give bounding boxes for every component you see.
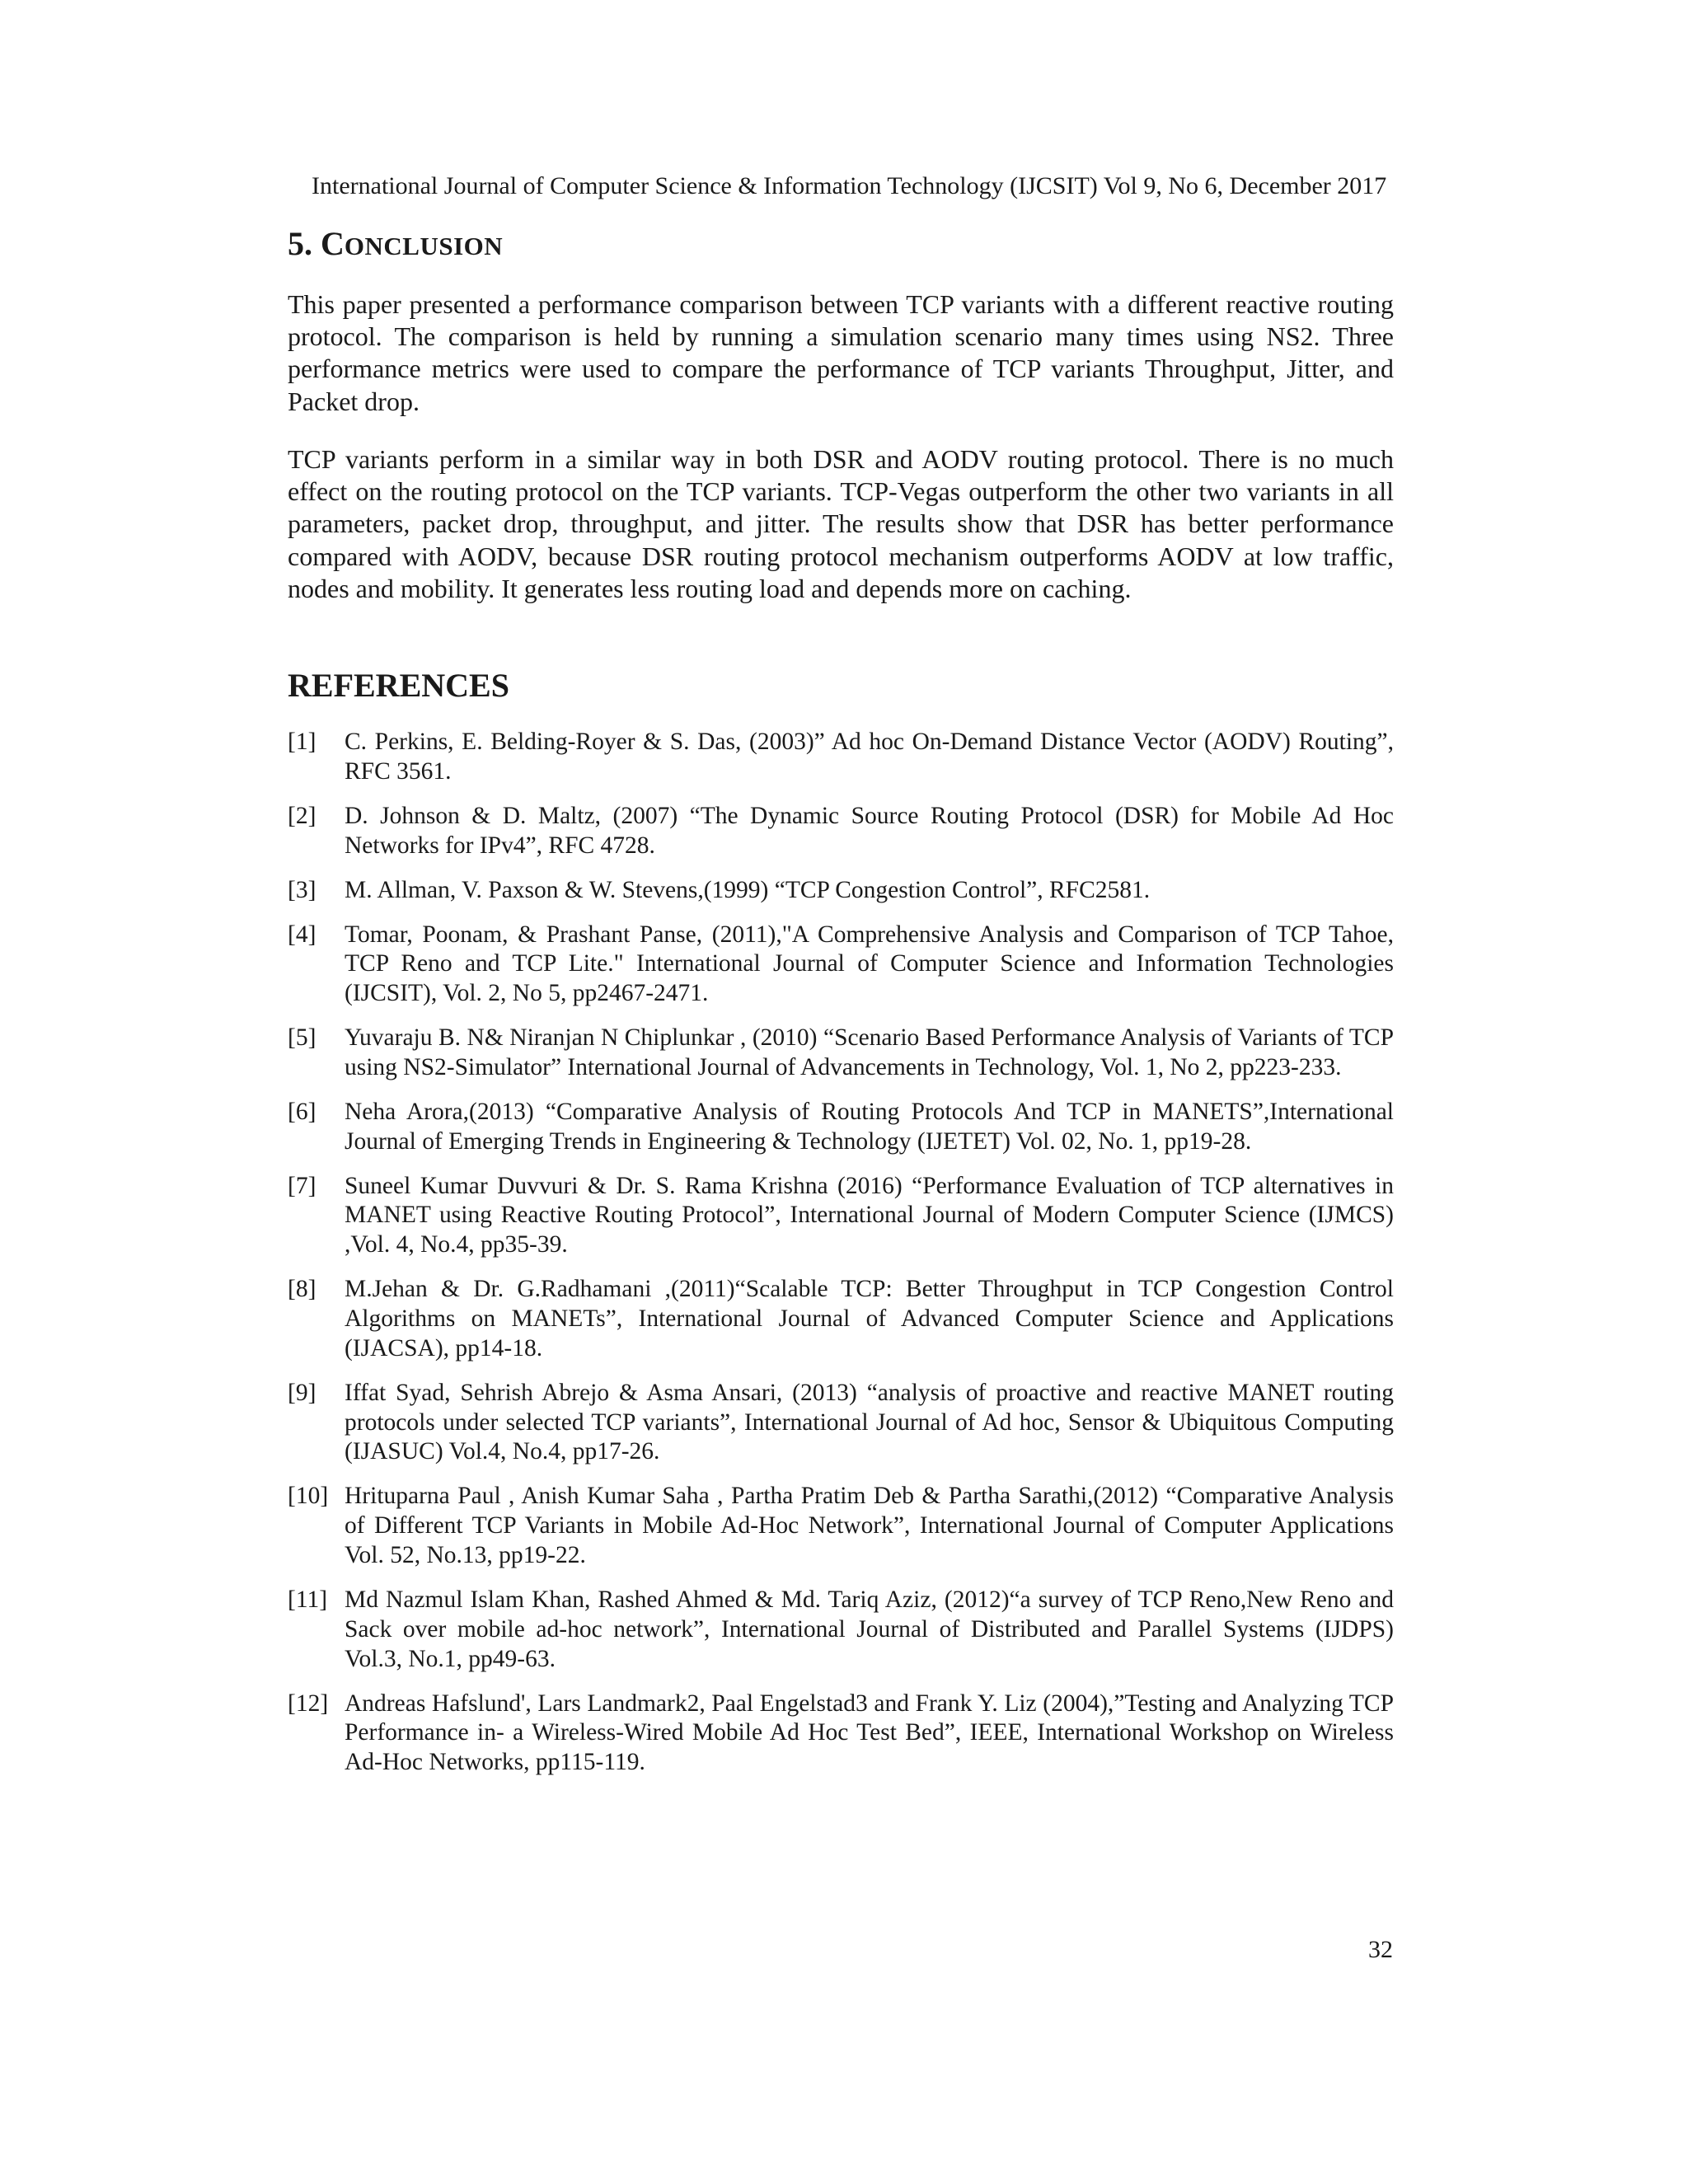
reference-text: C. Perkins, E. Belding-Royer & S. Das, (2003)” Ad hoc On-Demand Distance Vector (AODV) Routing”, RFC 3561. — [345, 729, 1394, 785]
conclusion-title-rest: ONCLUSION — [344, 232, 504, 260]
reference-text: Iffat Syad, Sehrish Abrejo & Asma Ansari, (2013) “analysis of proactive and reactive MANET routing protocols under selected TCP variants”, International Journal of Ad hoc, Sensor & Ubiquitous Computing (IJASUC) Vol.4, No.4, pp17-26. — [345, 1379, 1394, 1465]
reference-text: Andreas Hafslund', Lars Landmark2, Paal Engelstad3 and Frank Y. Liz (2004),”Testing and Analyzing TCP Performance in- a Wireless-Wired Mobile Ad Hoc Test Bed”, IEEE, International Workshop on Wireless Ad-Hoc Networks, pp115-119. — [345, 1690, 1394, 1776]
reference-number: [6] — [288, 1098, 316, 1125]
reference-text: M.Jehan & Dr. G.Radhamani ,(2011)“Scalable TCP: Better Throughput in TCP Congestion Control Algorithms on MANETs”, International Journal of Advanced Computer Science and Applications (IJACSA), pp14-18. — [345, 1276, 1394, 1361]
reference-text: Suneel Kumar Duvvuri & Dr. S. Rama Krishna (2016) “Performance Evaluation of TCP alternatives in MANET using Reactive Routing Protocol”, International Journal of Modern Computer Science (IJMCS) ,Vol. 4, No.4, pp35-39. — [345, 1172, 1394, 1258]
reference-number: [1] — [288, 729, 316, 755]
reference-text: Md Nazmul Islam Khan, Rashed Ahmed & Md. Tariq Aziz, (2012)“a survey of TCP Reno,New Reno and Sack over mobile ad-hoc network”, International Journal of Distributed and Parallel Systems (IJDPS) Vol.3, No.1, pp49-63. — [345, 1586, 1394, 1672]
conclusion-heading — [288, 224, 503, 266]
reference-item — [288, 921, 1394, 1009]
reference-text: M. Allman, V. Paxson & W. Stevens,(1999) “TCP Congestion Control”, RFC2581. — [345, 876, 1151, 903]
reference-text: Tomar, Poonam, & Prashant Panse, (2011),"A Comprehensive Analysis and Comparison of TCP Tahoe, TCP Reno and TCP Lite." International Journal of Computer Science and Information Technologies (IJCSIT), Vol. 2, No 5, pp2467-2471. — [345, 921, 1394, 1007]
reference-list — [288, 728, 1394, 1793]
reference-number: [3] — [288, 876, 316, 903]
page-number: 32 — [1368, 1936, 1393, 1963]
reference-number: [4] — [288, 921, 316, 948]
reference-number: [10] — [288, 1483, 329, 1510]
reference-item — [288, 1690, 1394, 1778]
reference-number: [11] — [288, 1586, 328, 1613]
reference-item — [288, 876, 1394, 906]
conclusion-title-initial: C — [321, 225, 345, 262]
reference-item — [288, 1482, 1394, 1570]
reference-number: [2] — [288, 802, 316, 829]
reference-number: [5] — [288, 1024, 316, 1052]
reference-text: Yuvaraju B. N& Niranjan N Chiplunkar , (2010) “Scenario Based Performance Analysis of Variants of TCP using NS2-Simulator” International Journal of Advancements in Technology, Vol. 1, No 2, pp223-233. — [345, 1024, 1394, 1080]
reference-text: D. Johnson & D. Maltz, (2007) “The Dynamic Source Routing Protocol (DSR) for Mobile Ad Hoc Networks for IPv4”, RFC 4728. — [345, 802, 1394, 859]
reference-item — [288, 1024, 1394, 1083]
conclusion-section-number: 5. — [288, 225, 312, 262]
references-heading: REFERENCES — [288, 667, 509, 704]
reference-item — [288, 1098, 1394, 1157]
reference-number: [12] — [288, 1690, 329, 1717]
reference-text: Hrituparna Paul , Anish Kumar Saha , Partha Pratim Deb & Partha Sarathi,(2012) “Comparative Analysis of Different TCP Variants in Mobile Ad-Hoc Network”, International Journal of Computer Applications Vol. 52, No.13, pp19-22. — [345, 1483, 1394, 1569]
reference-item — [288, 1275, 1394, 1363]
reference-item — [288, 1379, 1394, 1467]
reference-number: [8] — [288, 1276, 316, 1303]
reference-text: Neha Arora,(2013) “Comparative Analysis of Routing Protocols And TCP in MANETS”,International Journal of Emerging Trends in Engineering & Technology (IJETET) Vol. 02, No. 1, pp19-28. — [345, 1098, 1394, 1155]
conclusion-paragraph-2: TCP variants perform in a similar way in both DSR and AODV routing protocol. There is no much effect on the routing protocol on the TCP variants. TCP-Vegas outperform the other two variants in all parameters, packet drop, throughput, and jitter. The results show that DSR has better performance compared with AODV, because DSR routing protocol mechanism outperforms AODV at low traffic, nodes and mobility. It generates less routing load and depends more on caching. — [288, 444, 1394, 603]
reference-item — [288, 1172, 1394, 1260]
reference-item — [288, 802, 1394, 861]
reference-number: [9] — [288, 1379, 316, 1406]
reference-item — [288, 1586, 1394, 1674]
running-head: International Journal of Computer Science & Information Technology (IJCSIT) Vol 9, No 6, December 2017 — [312, 172, 1387, 199]
reference-item — [288, 728, 1394, 787]
reference-number: [7] — [288, 1172, 316, 1199]
conclusion-paragraph-1: This paper presented a performance comparison between TCP variants with a different reactive routing protocol. The comparison is held by running a simulation scenario many times using NS2. Three performance metrics were used to compare the performance of TCP variants Throughput, Jitter, and Packet drop. — [288, 289, 1394, 416]
